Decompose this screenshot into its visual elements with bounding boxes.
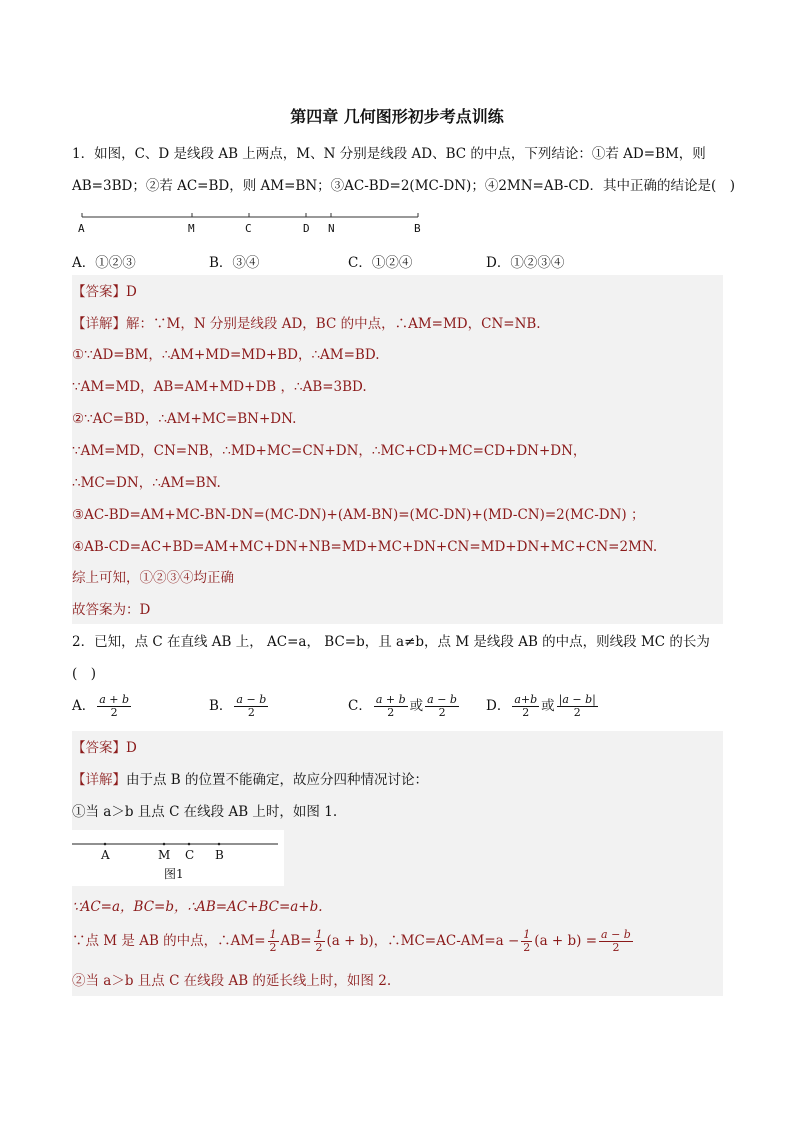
q2-option-d-den1: 2 — [522, 706, 530, 719]
q2-detail-intro-text: 由于点 B 的位置不能确定，故应分四种情况讨论： — [126, 772, 429, 788]
q2-option-c-prefix: C． — [348, 698, 372, 714]
q1-detail-3: ②∵AC=BD，∴AM+MC=BN+DN. — [72, 411, 297, 427]
q1-answer-value: D — [126, 284, 137, 300]
q2-case1: ①当 a＞b 且点 C 在线段 AB 上时，如图 1. — [72, 804, 338, 820]
q2-eq2-c: (a + b)，∴MC=AC-AM=a − — [326, 933, 520, 949]
q1-point-b: B — [414, 222, 421, 235]
fig1-point-m: M — [158, 848, 171, 862]
q2-option-a-prefix: A． — [72, 698, 96, 714]
q1-option-c: C．①②④ — [348, 255, 413, 271]
q2-eq2-result-den: 2 — [612, 941, 620, 954]
q2-option-d-or: 或 — [541, 698, 555, 714]
q2-eq2-half3-den: 2 — [523, 941, 531, 954]
q2-eq1: ∵AC=a，BC=b，∴AB=AC+BC=a+b. — [72, 899, 323, 915]
q1-point-c: C — [245, 222, 252, 235]
q1-detail-7: ④AB-CD=AC+BD=AM+MC+DN+NB=MD+MC+DN+CN=MD+DN+MC+CN=2MN. — [72, 539, 658, 555]
q1-detail-text-0: 解：∵M，N 分别是线段 AD，BC 的中点，∴AM=MD，CN=NB. — [126, 316, 541, 332]
q2-eq2-a: ∵点 M 是 AB 的中点，∴AM= — [72, 933, 266, 949]
q2-option-d-den2: 2 — [573, 706, 581, 719]
q2-option-a-num: a + b — [99, 693, 130, 706]
q1-option-a: A．①②③ — [72, 255, 136, 271]
q1-point-d: D — [303, 222, 310, 235]
q2-stem-line1: 2．已知，点 C 在直线 AB 上， AC=a， BC=b，且 a≠b，点 M 是线段 AB 的中点，则线段 MC 的长为 — [72, 634, 710, 650]
q2-option-a-den: 2 — [110, 706, 118, 719]
q2-option-d-num2: |a − b| — [558, 693, 596, 706]
q2-detail-label: 【详解】 — [72, 772, 126, 788]
q2-option-c-den1: 2 — [387, 706, 395, 719]
q1-detail-9: 故答案为：D — [72, 602, 151, 618]
q1-point-n: N — [328, 222, 335, 235]
q2-answer-value: D — [126, 740, 137, 756]
fig1-point-a: A — [101, 848, 110, 862]
q2-eq2-half2-den: 2 — [315, 941, 323, 954]
q2-eq2-half3-num: 1 — [523, 928, 531, 941]
q2-answer-label: 【答案】 — [72, 740, 126, 756]
q1-detail-6: ③AC-BD=AM+MC-BN-DN=(MC-DN)+(AM-BN)=(MC-DN)+(MD-CN)=2(MC-DN) ； — [72, 507, 645, 523]
q1-option-b: B．③④ — [209, 255, 260, 271]
q2-answer — [72, 739, 137, 757]
q2-figure-1 — [72, 830, 284, 886]
q1-detail-1: ①∵AD=BM，∴AM+MD=MD+BD，∴AM=BD. — [72, 347, 380, 363]
q1-stem-line2: AB=3BD；②若 AC=BD，则 AM=BN；③AC-BD=2(MC-DN)；④2MN=AB-CD．其中正确的结论是( ) — [72, 178, 736, 194]
q1-answer-label: 【答案】 — [72, 284, 126, 300]
q2-eq2-result-num: a − b — [601, 928, 631, 941]
fig1-caption: 图1 — [164, 867, 184, 881]
fig1-point-c: C — [185, 848, 195, 862]
q1-point-m: M — [188, 222, 195, 235]
q2-detail-intro — [72, 771, 428, 789]
q2-option-b — [209, 694, 270, 719]
q2-stem-line2: ( ) — [72, 666, 97, 682]
q2-option-c-den2: 2 — [438, 706, 446, 719]
q2-option-d-num1: a+b — [514, 693, 538, 706]
q2-option-c — [348, 694, 461, 719]
q2-eq2-b: AB= — [280, 933, 312, 949]
q1-detail-0 — [72, 315, 541, 333]
q2-option-c-or: 或 — [409, 698, 424, 714]
q1-detail-2: ∵AM=MD，AB=AM+MD+DB ，∴AB=3BD. — [72, 379, 367, 395]
page-title: 第四章 几何图形初步考点训练 — [290, 107, 504, 126]
q1-detail-4: ∵AM=MD，CN=NB，∴MD+MC=CN+DN，∴MC+CD+MC=CD+DN+DN， — [72, 443, 587, 459]
q2-eq2 — [72, 928, 635, 954]
q2-option-c-num2: a − b — [427, 693, 457, 706]
q2-option-d-prefix: D． — [486, 698, 511, 714]
q1-option-d: D．①②③④ — [486, 255, 565, 271]
q2-option-b-prefix: B． — [209, 698, 233, 714]
q1-segment-figure — [74, 208, 426, 236]
q2-option-b-den: 2 — [247, 706, 255, 719]
q2-eq2-d: (a + b) = — [534, 933, 598, 949]
q1-detail-8: 综上可知，①②③④均正确 — [72, 570, 234, 586]
q2-eq2-half2-num: 1 — [315, 928, 323, 941]
q2-eq2-half1-den: 2 — [269, 941, 277, 954]
q1-detail-label: 【详解】 — [72, 316, 126, 332]
q2-option-c-num1: a + b — [375, 693, 406, 706]
q2-option-d — [486, 694, 600, 719]
q2-case2: ②当 a＞b 且点 C 在线段 AB 的延长线上时，如图 2. — [72, 973, 392, 989]
q2-eq2-half1-num: 1 — [269, 928, 277, 941]
fig1-point-b: B — [215, 848, 224, 862]
q1-answer — [72, 283, 137, 301]
q2-option-b-num: a − b — [236, 693, 267, 706]
q1-stem-line1: 1．如图，C、D 是线段 AB 上两点，M、N 分别是线段 AD、BC 的中点，下列结论：①若 AD=BM，则 — [72, 146, 706, 162]
q1-point-a: A — [78, 222, 85, 235]
q2-option-a — [72, 694, 133, 719]
q1-detail-5: ∴MC=DN，∴AM=BN. — [72, 475, 221, 491]
